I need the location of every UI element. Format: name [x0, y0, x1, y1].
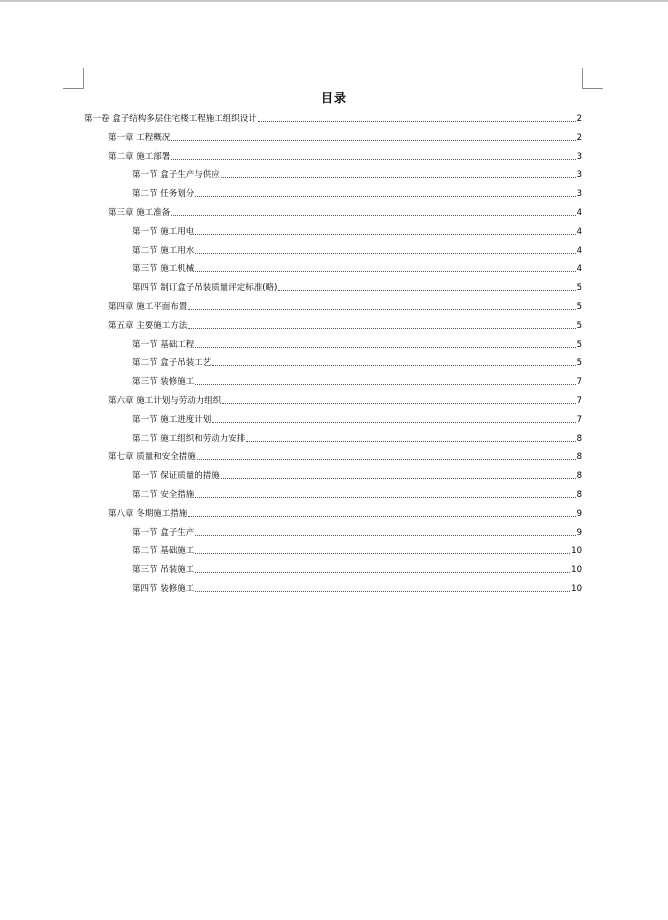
toc-entry[interactable]	[132, 351, 582, 369]
toc-entry-page-number: 7	[576, 414, 582, 425]
window-top-border	[0, 0, 668, 2]
toc-entry[interactable]	[132, 558, 582, 576]
toc-entry-text: 第一节 盒子生产	[132, 527, 195, 538]
toc-entry-page-number: 9	[576, 508, 582, 519]
toc-entry[interactable]	[108, 201, 582, 219]
toc-entry-page-number: 8	[576, 471, 582, 482]
toc-entry-text: 第三节 装修施工	[132, 377, 195, 388]
toc-dot-leader	[212, 421, 575, 423]
toc-entry-page-number: 8	[576, 433, 582, 444]
toc-entry-text: 第二节 安全措施	[132, 490, 195, 500]
toc-entry[interactable]	[132, 257, 582, 275]
toc-entry-page-number: 5	[576, 283, 582, 294]
toc-entry-page-number: 5	[576, 358, 582, 369]
toc-dot-leader	[195, 590, 570, 592]
toc-entry-page-number: 7	[576, 396, 582, 406]
toc-entry[interactable]	[108, 314, 582, 332]
toc-entry[interactable]	[108, 389, 582, 407]
toc-entry[interactable]	[108, 502, 582, 520]
toc-entry[interactable]	[132, 239, 582, 257]
toc-entry[interactable]	[108, 145, 582, 163]
toc-dot-leader	[171, 139, 575, 141]
toc-entry-text: 第四节 制订盒子吊装质量评定标准(略)	[132, 283, 278, 294]
toc-entry-text: 第一章 工程概况	[108, 132, 171, 143]
toc-entry-page-number: 5	[576, 320, 582, 331]
toc-dot-leader	[195, 496, 575, 498]
toc-dot-leader	[195, 571, 570, 573]
toc-dot-leader	[221, 176, 576, 178]
toc-dot-leader	[188, 515, 575, 517]
toc-entry[interactable]	[132, 464, 582, 482]
toc-entry-text: 第二章 施工部署	[108, 151, 171, 162]
toc-dot-leader	[246, 440, 575, 442]
toc-entry-text: 第三节 吊装施工	[132, 565, 195, 576]
toc-dot-leader	[222, 402, 575, 404]
toc-entry-page-number: 4	[576, 245, 582, 256]
toc-entry-text: 第一节 基础工程	[132, 339, 195, 350]
toc-dot-leader	[195, 552, 570, 554]
toc-entry-page-number: 5	[576, 339, 582, 350]
toc-entry[interactable]	[132, 577, 582, 595]
toc-entry-text: 第三节 施工机械	[132, 264, 195, 275]
toc-dot-leader	[171, 214, 575, 216]
toc-dot-leader	[188, 308, 575, 310]
toc-entry[interactable]	[132, 539, 582, 557]
toc-entry[interactable]	[132, 220, 582, 238]
toc-entry-text: 第二节 基础施工	[132, 546, 195, 557]
toc-entry-text: 第一节 保证质量的措施	[132, 471, 220, 482]
page-corner-mark-top-right	[582, 68, 603, 89]
toc-entry-page-number: 10	[571, 584, 582, 594]
toc-entry[interactable]	[108, 445, 582, 463]
toc-entry-text: 第一卷 盒子结构多层住宅楼工程施工组织设计	[84, 114, 257, 124]
toc-entry-text: 第二节 任务划分	[132, 189, 195, 200]
toc-entry-text: 第七章 质量和安全措施	[108, 452, 196, 463]
toc-entry-page-number: 5	[576, 302, 582, 312]
toc-dot-leader	[195, 270, 575, 272]
toc-entry[interactable]	[132, 276, 582, 294]
toc-dot-leader	[195, 346, 575, 348]
toc-entry-text: 第五章 主要施工方法	[108, 320, 188, 331]
toc-entry[interactable]	[84, 107, 582, 125]
toc-entry[interactable]	[132, 333, 582, 351]
toc-dot-leader	[221, 477, 576, 479]
toc-entry[interactable]	[132, 370, 582, 388]
toc-dot-leader	[171, 158, 575, 160]
toc-entry-page-number: 10	[571, 546, 582, 557]
toc-entry-text: 第二节 施工组织和劳动力安排	[132, 433, 246, 444]
toc-title: 目录	[320, 91, 347, 105]
toc-entry-page-number: 3	[576, 170, 582, 181]
toc-dot-leader	[258, 120, 576, 122]
toc-entry-page-number: 8	[576, 452, 582, 463]
toc-entry[interactable]	[108, 126, 582, 144]
toc-entry-text: 第四节 装修施工	[132, 584, 195, 594]
toc-entry[interactable]	[132, 182, 582, 200]
toc-dot-leader	[195, 383, 575, 385]
toc-entry[interactable]	[132, 521, 582, 539]
toc-dot-leader	[212, 364, 575, 366]
toc-dot-leader	[197, 458, 576, 460]
toc-dot-leader	[188, 327, 575, 329]
toc-entry-text: 第一节 盒子生产与供应	[132, 170, 220, 181]
toc-entry-page-number: 8	[576, 490, 582, 500]
toc-entry-text: 第一节 施工进度计划	[132, 414, 212, 425]
toc-dot-leader	[195, 252, 575, 254]
toc-entry-text: 第四章 施工平面布置	[108, 302, 188, 312]
toc-entry-page-number: 9	[576, 527, 582, 538]
page-corner-mark-top-left	[63, 68, 84, 89]
toc-entry[interactable]	[132, 483, 582, 501]
toc-entry[interactable]	[132, 408, 582, 426]
toc-entry-page-number: 3	[576, 151, 582, 162]
toc-dot-leader	[195, 195, 575, 197]
toc-entry-text: 第八章 冬期施工措施	[108, 508, 188, 519]
toc-entry-text: 第三章 施工准备	[108, 208, 171, 218]
toc-entry-page-number: 7	[576, 377, 582, 388]
toc-entry-text: 第六章 施工计划与劳动力组织	[108, 396, 222, 406]
toc-entry-page-number: 3	[576, 189, 582, 200]
toc-entry-page-number: 4	[576, 226, 582, 237]
toc-entry-page-number: 2	[576, 114, 582, 124]
toc-entry-page-number: 10	[571, 565, 582, 576]
toc-dot-leader	[278, 289, 575, 291]
toc-entry[interactable]	[108, 295, 582, 313]
toc-dot-leader	[195, 233, 575, 235]
toc-entry-page-number: 4	[576, 264, 582, 275]
toc-dot-leader	[195, 534, 575, 536]
toc-entry-page-number: 4	[576, 208, 582, 218]
toc-entry-text: 第二节 盒子吊装工艺	[132, 358, 212, 369]
toc-entry-page-number: 2	[576, 132, 582, 143]
toc-entry-text: 第二节 施工用水	[132, 245, 195, 256]
toc-entry[interactable]	[132, 163, 582, 181]
toc-entry-text: 第一节 施工用电	[132, 226, 195, 237]
toc-entry[interactable]	[132, 427, 582, 445]
